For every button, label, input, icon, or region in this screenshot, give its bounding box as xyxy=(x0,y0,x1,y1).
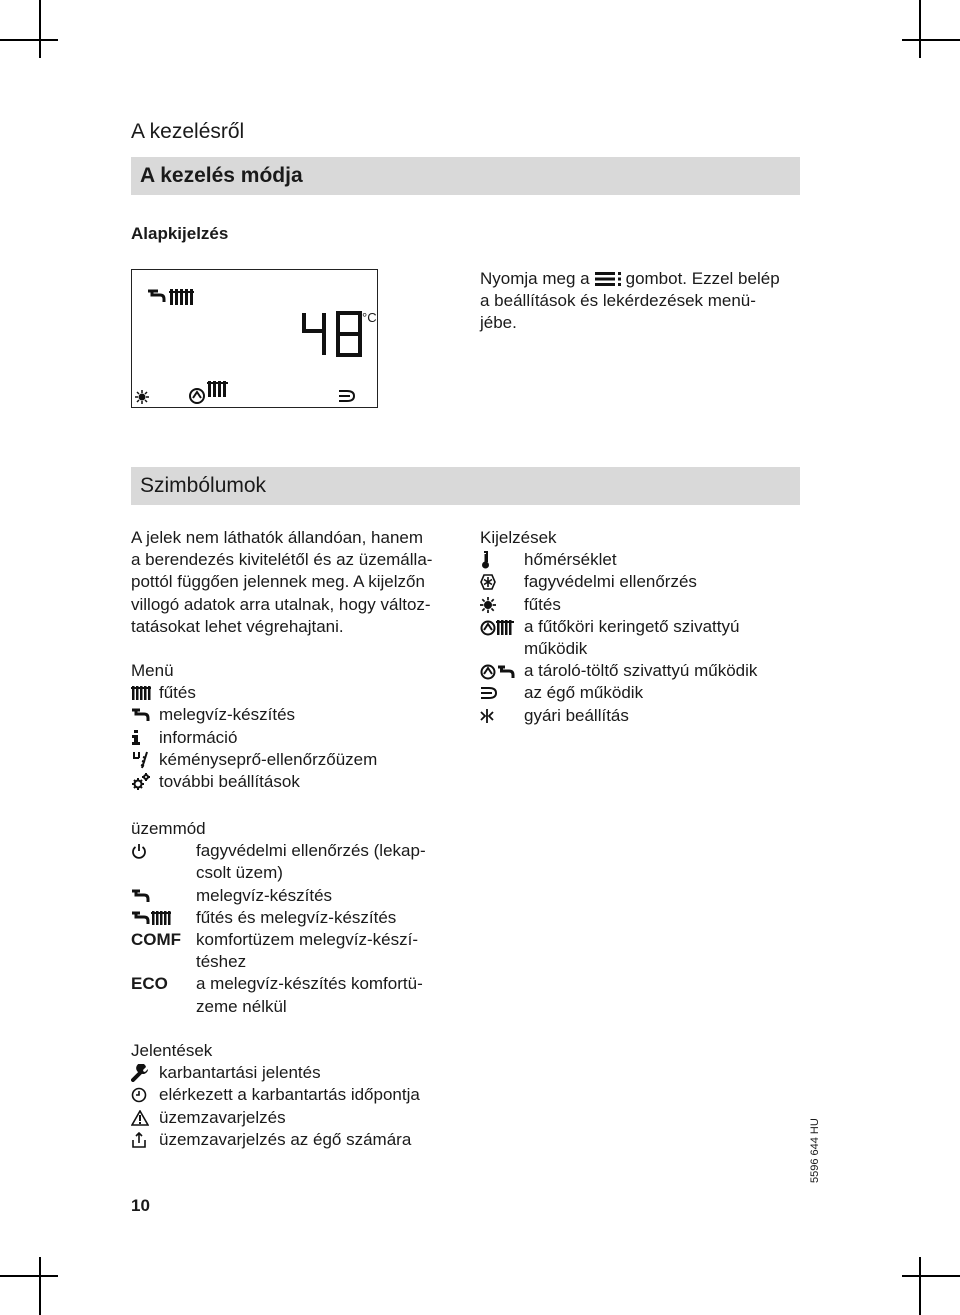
messages-heading: Jelentések xyxy=(131,1041,213,1060)
burner-icon xyxy=(480,686,524,700)
list-item: karbantartási jelentés xyxy=(131,1062,491,1084)
indications-heading: Kijelzések xyxy=(480,528,557,547)
menu-list xyxy=(131,660,461,793)
list-item: gyári beállítás xyxy=(480,705,820,727)
menu-button-icon xyxy=(594,272,622,286)
wrench-icon xyxy=(131,1064,159,1082)
list-item: kéményseprő-ellenőrzőüzem xyxy=(131,749,461,771)
list-item: fagyvédelmi ellenőrzés xyxy=(480,571,820,593)
burner-fault-icon xyxy=(131,1132,159,1148)
info-icon xyxy=(131,730,159,746)
list-item: elérkezett a karbantartás időpontja xyxy=(131,1084,491,1106)
pump-tap-icon xyxy=(480,662,524,680)
tap-radiator-icon xyxy=(146,288,194,306)
crop-mark xyxy=(919,0,921,58)
list-item: ECO a melegvíz-készítés komfortü- xyxy=(131,973,471,995)
crop-mark xyxy=(0,1275,58,1277)
crop-mark xyxy=(902,39,960,41)
section-title: Szimbólumok xyxy=(140,474,267,497)
crop-mark xyxy=(919,1257,921,1315)
crop-mark xyxy=(39,0,41,58)
basic-display-panel xyxy=(131,269,378,408)
sun-icon xyxy=(480,597,524,613)
subsection-title: Alapkijelzés xyxy=(131,224,229,243)
display-unit: °C xyxy=(362,310,377,325)
frost-icon xyxy=(480,574,524,590)
crop-mark xyxy=(0,39,58,41)
factory-settings-icon xyxy=(480,708,524,724)
chimney-sweep-icon xyxy=(131,751,159,769)
mode-code: ECO xyxy=(131,974,168,994)
intro-paragraph: A jelek nem láthatók állandóan, hanem a berendezés kivitelétől és az üzemálla- pottól függően jelennek meg. A kijelzőn villogó adatok arra utalnak, hogy változ- tatásokat lehet végrehajtani. xyxy=(131,528,433,636)
list-item: fűtés xyxy=(131,682,461,704)
list-item: melegvíz-készítés xyxy=(131,704,461,726)
tap-icon xyxy=(131,888,196,904)
crop-mark xyxy=(902,1275,960,1277)
crop-mark xyxy=(39,1257,41,1315)
list-item: további beállítások xyxy=(131,771,461,793)
pump-radiator-icon xyxy=(480,618,524,636)
list-item: információ xyxy=(131,727,461,749)
messages-list xyxy=(131,1040,491,1151)
list-item: a tároló-töltő szivattyú működik xyxy=(480,660,820,682)
modes-heading: üzemmód xyxy=(131,819,206,838)
list-item: fűtés és melegvíz-készítés xyxy=(131,907,471,929)
list-item: fűtés xyxy=(480,594,820,616)
section-header-operation xyxy=(131,157,800,195)
list-item: az égő működik xyxy=(480,682,820,704)
tap-icon xyxy=(131,707,159,723)
chapter-title: A kezelésről xyxy=(131,120,245,143)
radiator-icon xyxy=(131,685,159,701)
thermometer-icon xyxy=(480,551,524,569)
operating-modes-list: üzemmód fagyvédelmi ellenőrzés (lekap- csolt üzem) melegvíz-készítés fűtés és melegvíz-készítés COMF komfortüzem melegvíz-készí- téshez ECO a melegvíz-készítés komfortü- zeme nélkül xyxy=(131,818,471,1018)
sun-icon xyxy=(135,390,149,404)
list-item: hőmérséklet xyxy=(480,549,820,571)
warning-icon xyxy=(131,1110,159,1126)
list-item: üzemzavarjelzés az égő számára xyxy=(131,1129,491,1151)
mode-code: COMF xyxy=(131,929,182,949)
burner-icon xyxy=(338,389,356,403)
instruction-text: Nyomja meg a gombot. Ezzel belép a beállítások és lekérdezések menü- jébe. xyxy=(480,269,780,333)
clock-icon xyxy=(131,1087,159,1103)
page-number: 10 xyxy=(131,1196,150,1215)
pump-radiator-icon xyxy=(188,379,230,405)
document-code: 5596 644 HU xyxy=(809,1118,821,1183)
list-item: fagyvédelmi ellenőrzés (lekap- xyxy=(131,840,471,862)
standby-icon xyxy=(131,843,196,859)
section-title: A kezelés módja xyxy=(140,164,303,187)
list-item: melegvíz-készítés xyxy=(131,885,471,907)
menu-heading: Menü xyxy=(131,661,174,680)
list-item: COMF komfortüzem melegvíz-készí- xyxy=(131,929,471,951)
display-digits xyxy=(300,311,366,357)
list-item: üzemzavarjelzés xyxy=(131,1107,491,1129)
list-item: a fűtőköri keringető szivattyú xyxy=(480,616,820,638)
tap-radiator-icon xyxy=(131,910,196,926)
indications-list: Kijelzések hőmérséklet fagyvédelmi ellenőrzés fűtés a fűtőköri keringető szivattyú működik a tároló-töltő szivattyú működik az égő működik gyári beállítás xyxy=(480,527,820,727)
section-header-symbols xyxy=(131,467,800,505)
settings-icon xyxy=(131,773,159,791)
